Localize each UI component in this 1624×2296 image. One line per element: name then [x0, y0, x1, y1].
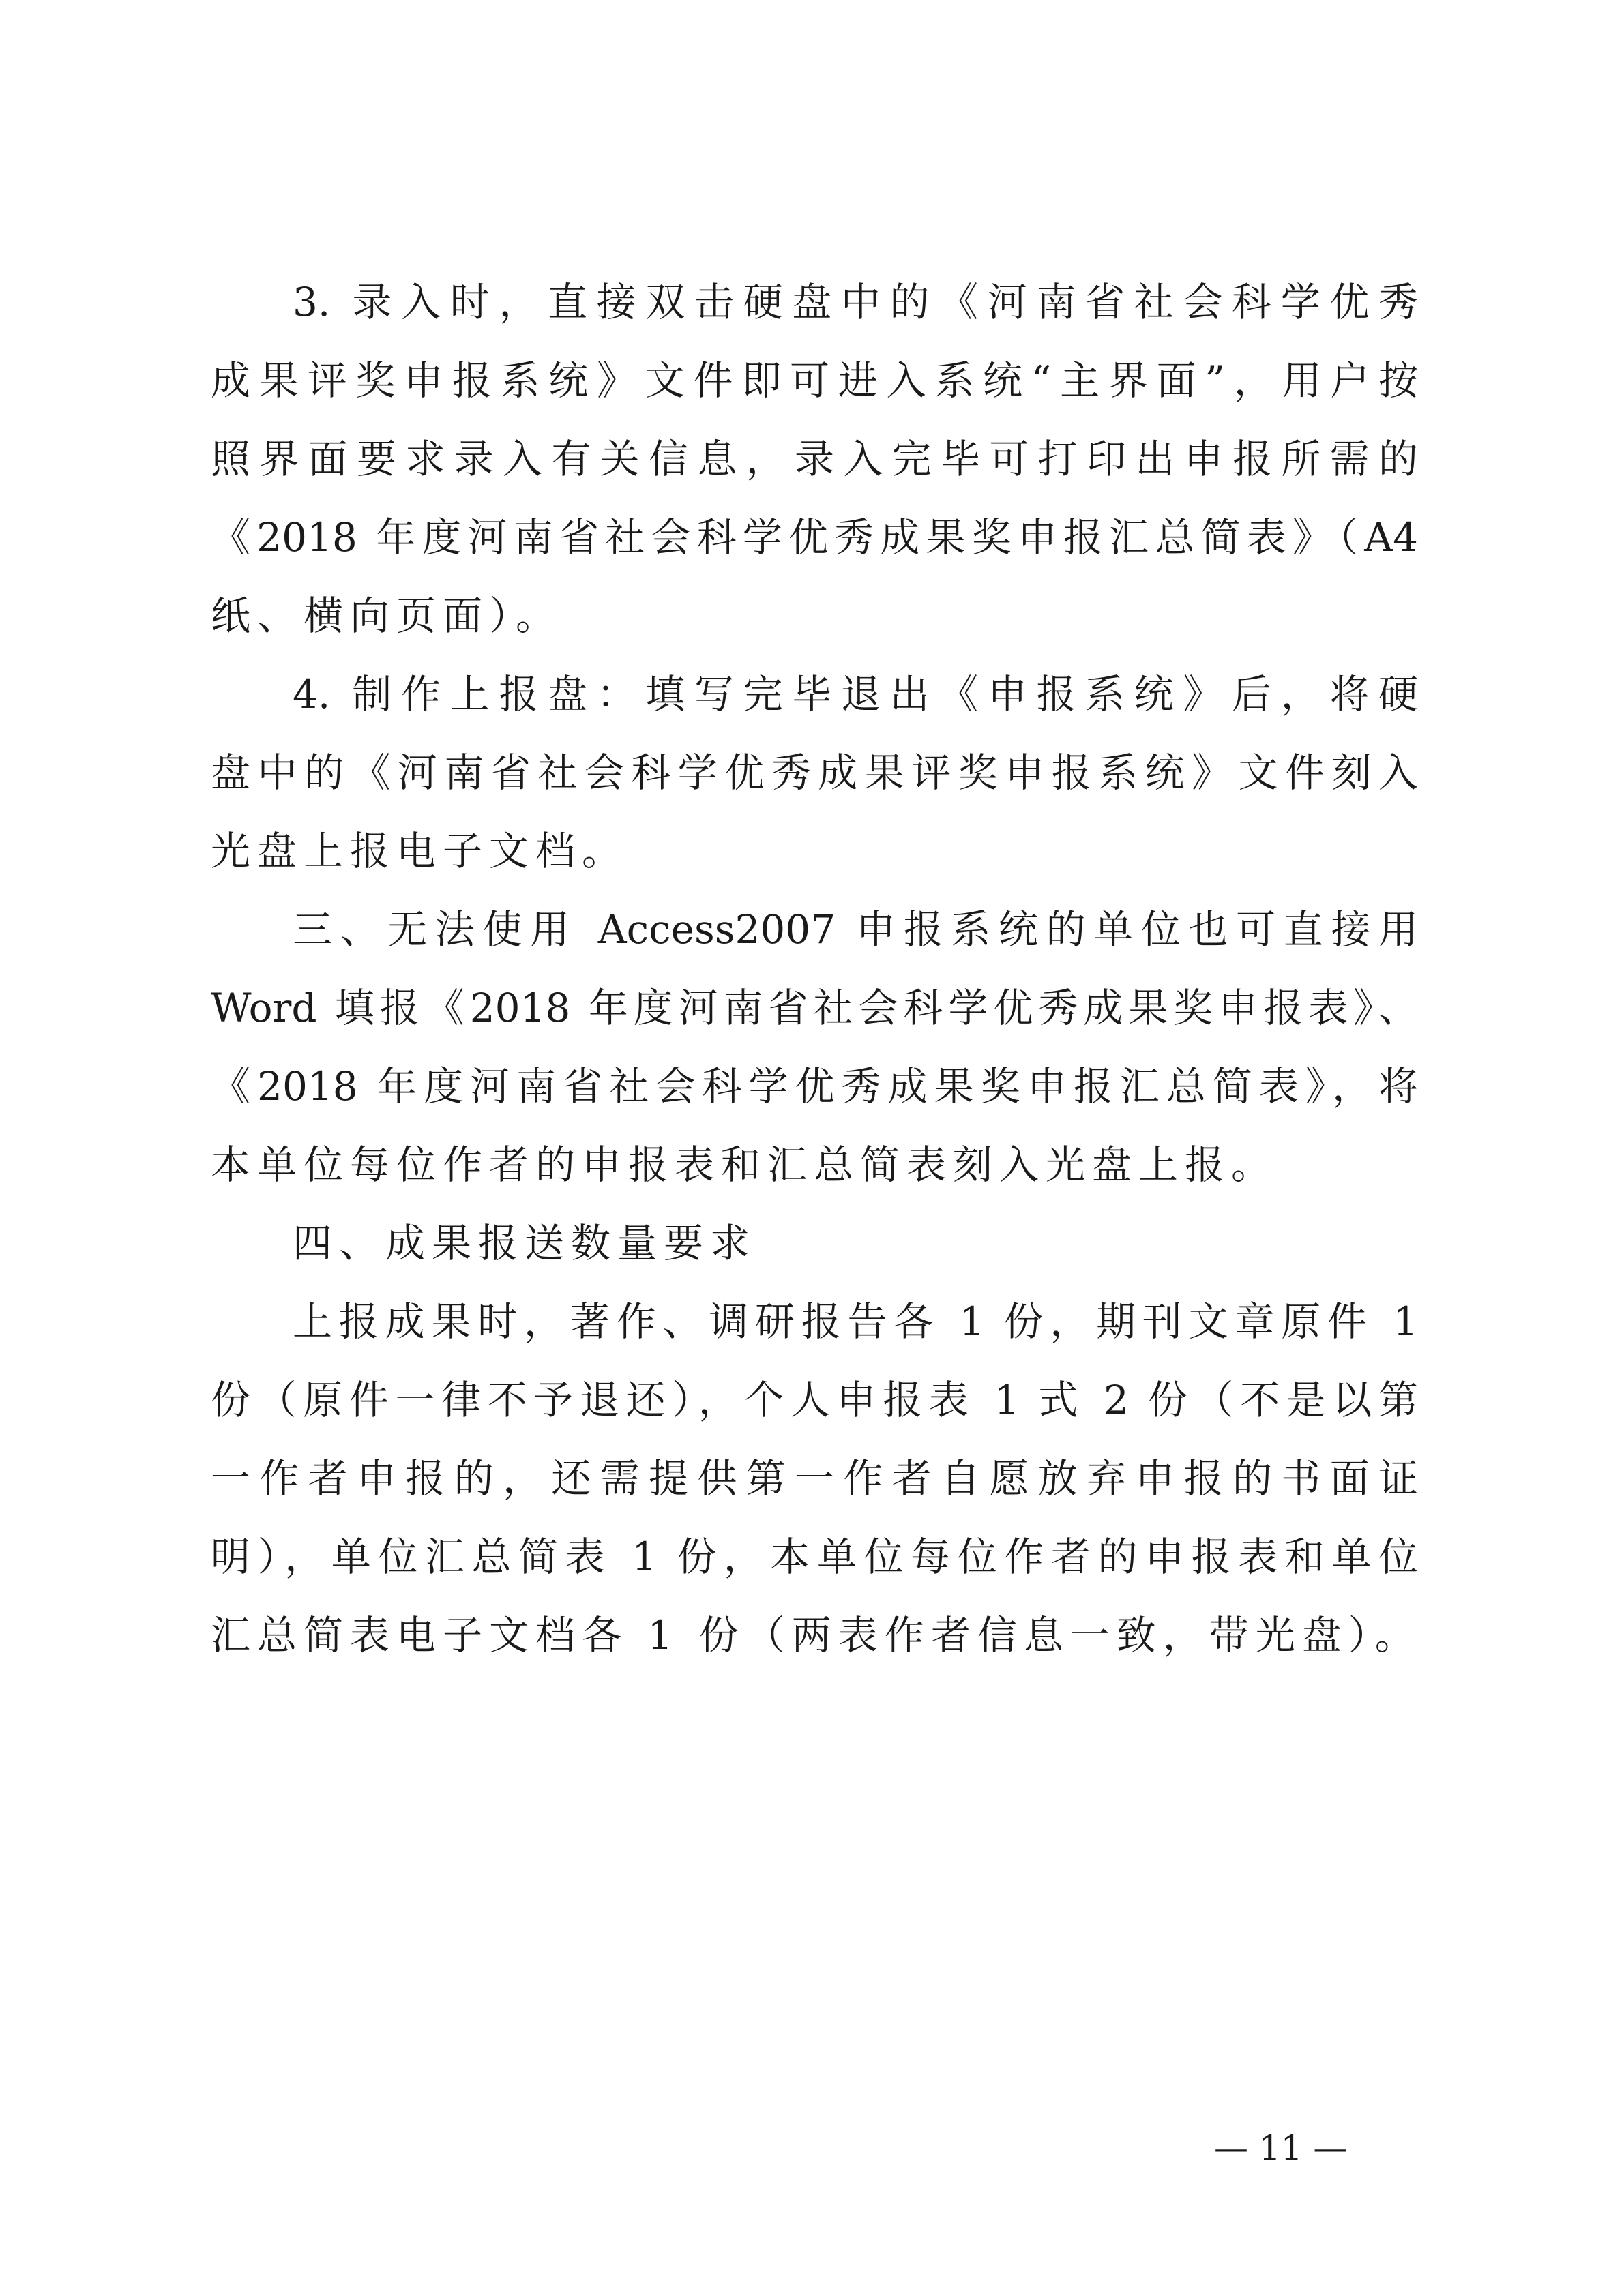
paragraph-3-line-5: 纸、横向页面）。 [211, 593, 563, 639]
section-4-heading: 四、成果报送数量要求 [293, 1220, 757, 1266]
paragraph-3-line-3: 照界面要求录入有关信息，录入完毕可打印出申报所需的 [211, 436, 1418, 482]
paragraph-3-line-2: 成果评奖申报系统》文件即可进入系统“主界面”，用户按 [211, 357, 1418, 404]
section-3-line-4: 本单位每位作者的申报表和汇总简表刻入光盘上报。 [211, 1142, 1278, 1188]
paragraph-3-line-1: 3. 录入时，直接双击硬盘中的《河南省社会科学优秀 [293, 279, 1418, 325]
section-3-line-3: 《2018 年度河南省社会科学优秀成果奖申报汇总简表》，将 [211, 1063, 1418, 1109]
section-4-line-1: 上报成果时，著作、调研报告各 1 份，期刊文章原件 1 [293, 1298, 1418, 1345]
section-3-line-2: Word 填报《2018 年度河南省社会科学优秀成果奖申报表》、 [211, 985, 1418, 1031]
section-4-line-5: 汇总简表电子文档各 1 份（两表作者信息一致，带光盘）。 [211, 1612, 1421, 1658]
paragraph-4-line-1: 4. 制作上报盘：填写完毕退出《申报系统》后，将硬 [293, 671, 1418, 717]
page-number: — 11 — [1214, 2128, 1348, 2168]
paragraph-4-line-3: 光盘上报电子文档。 [211, 828, 629, 874]
section-4-line-2: 份（原件一律不予退还），个人申报表 1 式 2 份（不是以第 [211, 1377, 1418, 1423]
section-4-line-3: 一作者申报的，还需提供第一作者自愿放弃申报的书面证 [211, 1455, 1418, 1502]
section-4-line-4: 明），单位汇总简表 1 份，本单位每位作者的申报表和单位 [211, 1534, 1418, 1580]
paragraph-4-line-2: 盘中的《河南省社会科学优秀成果评奖申报系统》文件刻入 [211, 749, 1418, 796]
paragraph-3-line-4: 《2018 年度河南省社会科学优秀成果奖申报汇总简表》（A4 [211, 514, 1418, 561]
section-3-line-1: 三、无法使用 Access2007 申报系统的单位也可直接用 [293, 906, 1418, 953]
